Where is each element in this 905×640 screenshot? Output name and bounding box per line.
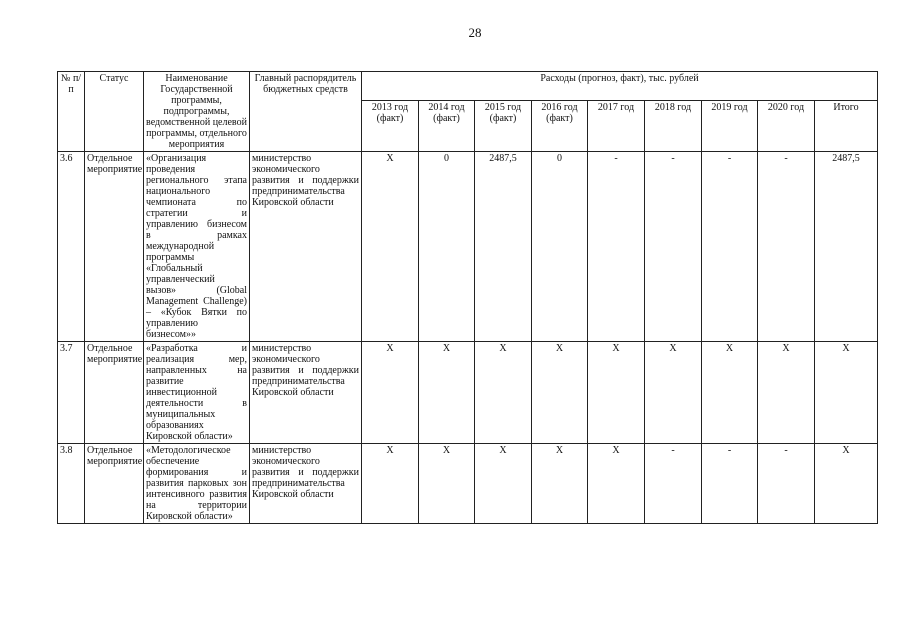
row-value: Х <box>419 342 475 444</box>
row-num: 3.6 <box>58 152 85 342</box>
row-value: Х <box>362 152 419 342</box>
header-total: Итого <box>815 100 878 151</box>
row-value: Х <box>758 342 815 444</box>
row-value: - <box>588 152 645 342</box>
row-num: 3.7 <box>58 342 85 444</box>
row-value: Х <box>362 444 419 524</box>
row-value: 0 <box>532 152 588 342</box>
header-row <box>58 72 878 101</box>
header-year: 2019 год <box>702 100 758 151</box>
row-value: Х <box>588 444 645 524</box>
row-manager: министерство экономического развития и поддержки предпринимательства Кировской области <box>250 342 362 444</box>
row-value: Х <box>532 444 588 524</box>
row-value: - <box>645 444 702 524</box>
row-value: - <box>758 152 815 342</box>
header-year: 2014 год (факт) <box>419 100 475 151</box>
row-value: 2487,5 <box>475 152 532 342</box>
row-value: - <box>758 444 815 524</box>
header-name: Наименование Государственной программы, подпрограммы, ведомственной целевой программы, отдельного мероприятия <box>144 72 250 152</box>
row-value: Х <box>588 342 645 444</box>
header-expenses: Расходы (прогноз, факт), тыс. рублей <box>362 72 878 101</box>
row-value: Х <box>475 342 532 444</box>
row-total: 2487,5 <box>815 152 878 342</box>
row-value: Х <box>702 342 758 444</box>
header-year: 2018 год <box>645 100 702 151</box>
row-name: «Организация проведения регионального этапа национального чемпионата по стратегии и управлению бизнесом в рамках международной программы «Глобальный управленческий вызов» (Global Management Challenge) – «Кубок Вятки по управлению бизнесом»» <box>144 152 250 342</box>
page-number: 28 <box>468 25 482 40</box>
row-status: Отдельное мероприятие <box>85 152 144 342</box>
header-year: 2020 год <box>758 100 815 151</box>
table-row <box>58 444 878 524</box>
header-manager: Главный распорядитель бюджетных средств <box>250 72 362 152</box>
header-num: № п/п <box>58 72 85 152</box>
row-name: «Разработка и реализация мер, направленных на развитие инвестиционной деятельности в муниципальных образованиях Кировской области» <box>144 342 250 444</box>
row-value: Х <box>419 444 475 524</box>
row-value: - <box>702 152 758 342</box>
row-manager: министерство экономического развития и поддержки предпринимательства Кировской области <box>250 152 362 342</box>
header-year: 2017 год <box>588 100 645 151</box>
row-name: «Методологическое обеспечение формирования и развития парковых зон интенсивного развития на территории Кировской области» <box>144 444 250 524</box>
row-status: Отдельное мероприятие <box>85 444 144 524</box>
header-status: Статус <box>85 72 144 152</box>
row-value: Х <box>475 444 532 524</box>
row-num: 3.8 <box>58 444 85 524</box>
row-total: Х <box>815 342 878 444</box>
header-year: 2015 год (факт) <box>475 100 532 151</box>
row-value: Х <box>532 342 588 444</box>
row-manager: министерство экономического развития и поддержки предпринимательства Кировской области <box>250 444 362 524</box>
row-value: - <box>702 444 758 524</box>
expenses-table <box>57 71 878 524</box>
row-status: Отдельное мероприятие <box>85 342 144 444</box>
table-row <box>58 342 878 444</box>
row-total: Х <box>815 444 878 524</box>
row-value: Х <box>362 342 419 444</box>
header-year: 2013 год (факт) <box>362 100 419 151</box>
row-value: - <box>645 152 702 342</box>
row-value: 0 <box>419 152 475 342</box>
row-value: Х <box>645 342 702 444</box>
header-year: 2016 год (факт) <box>532 100 588 151</box>
table-row <box>58 152 878 342</box>
